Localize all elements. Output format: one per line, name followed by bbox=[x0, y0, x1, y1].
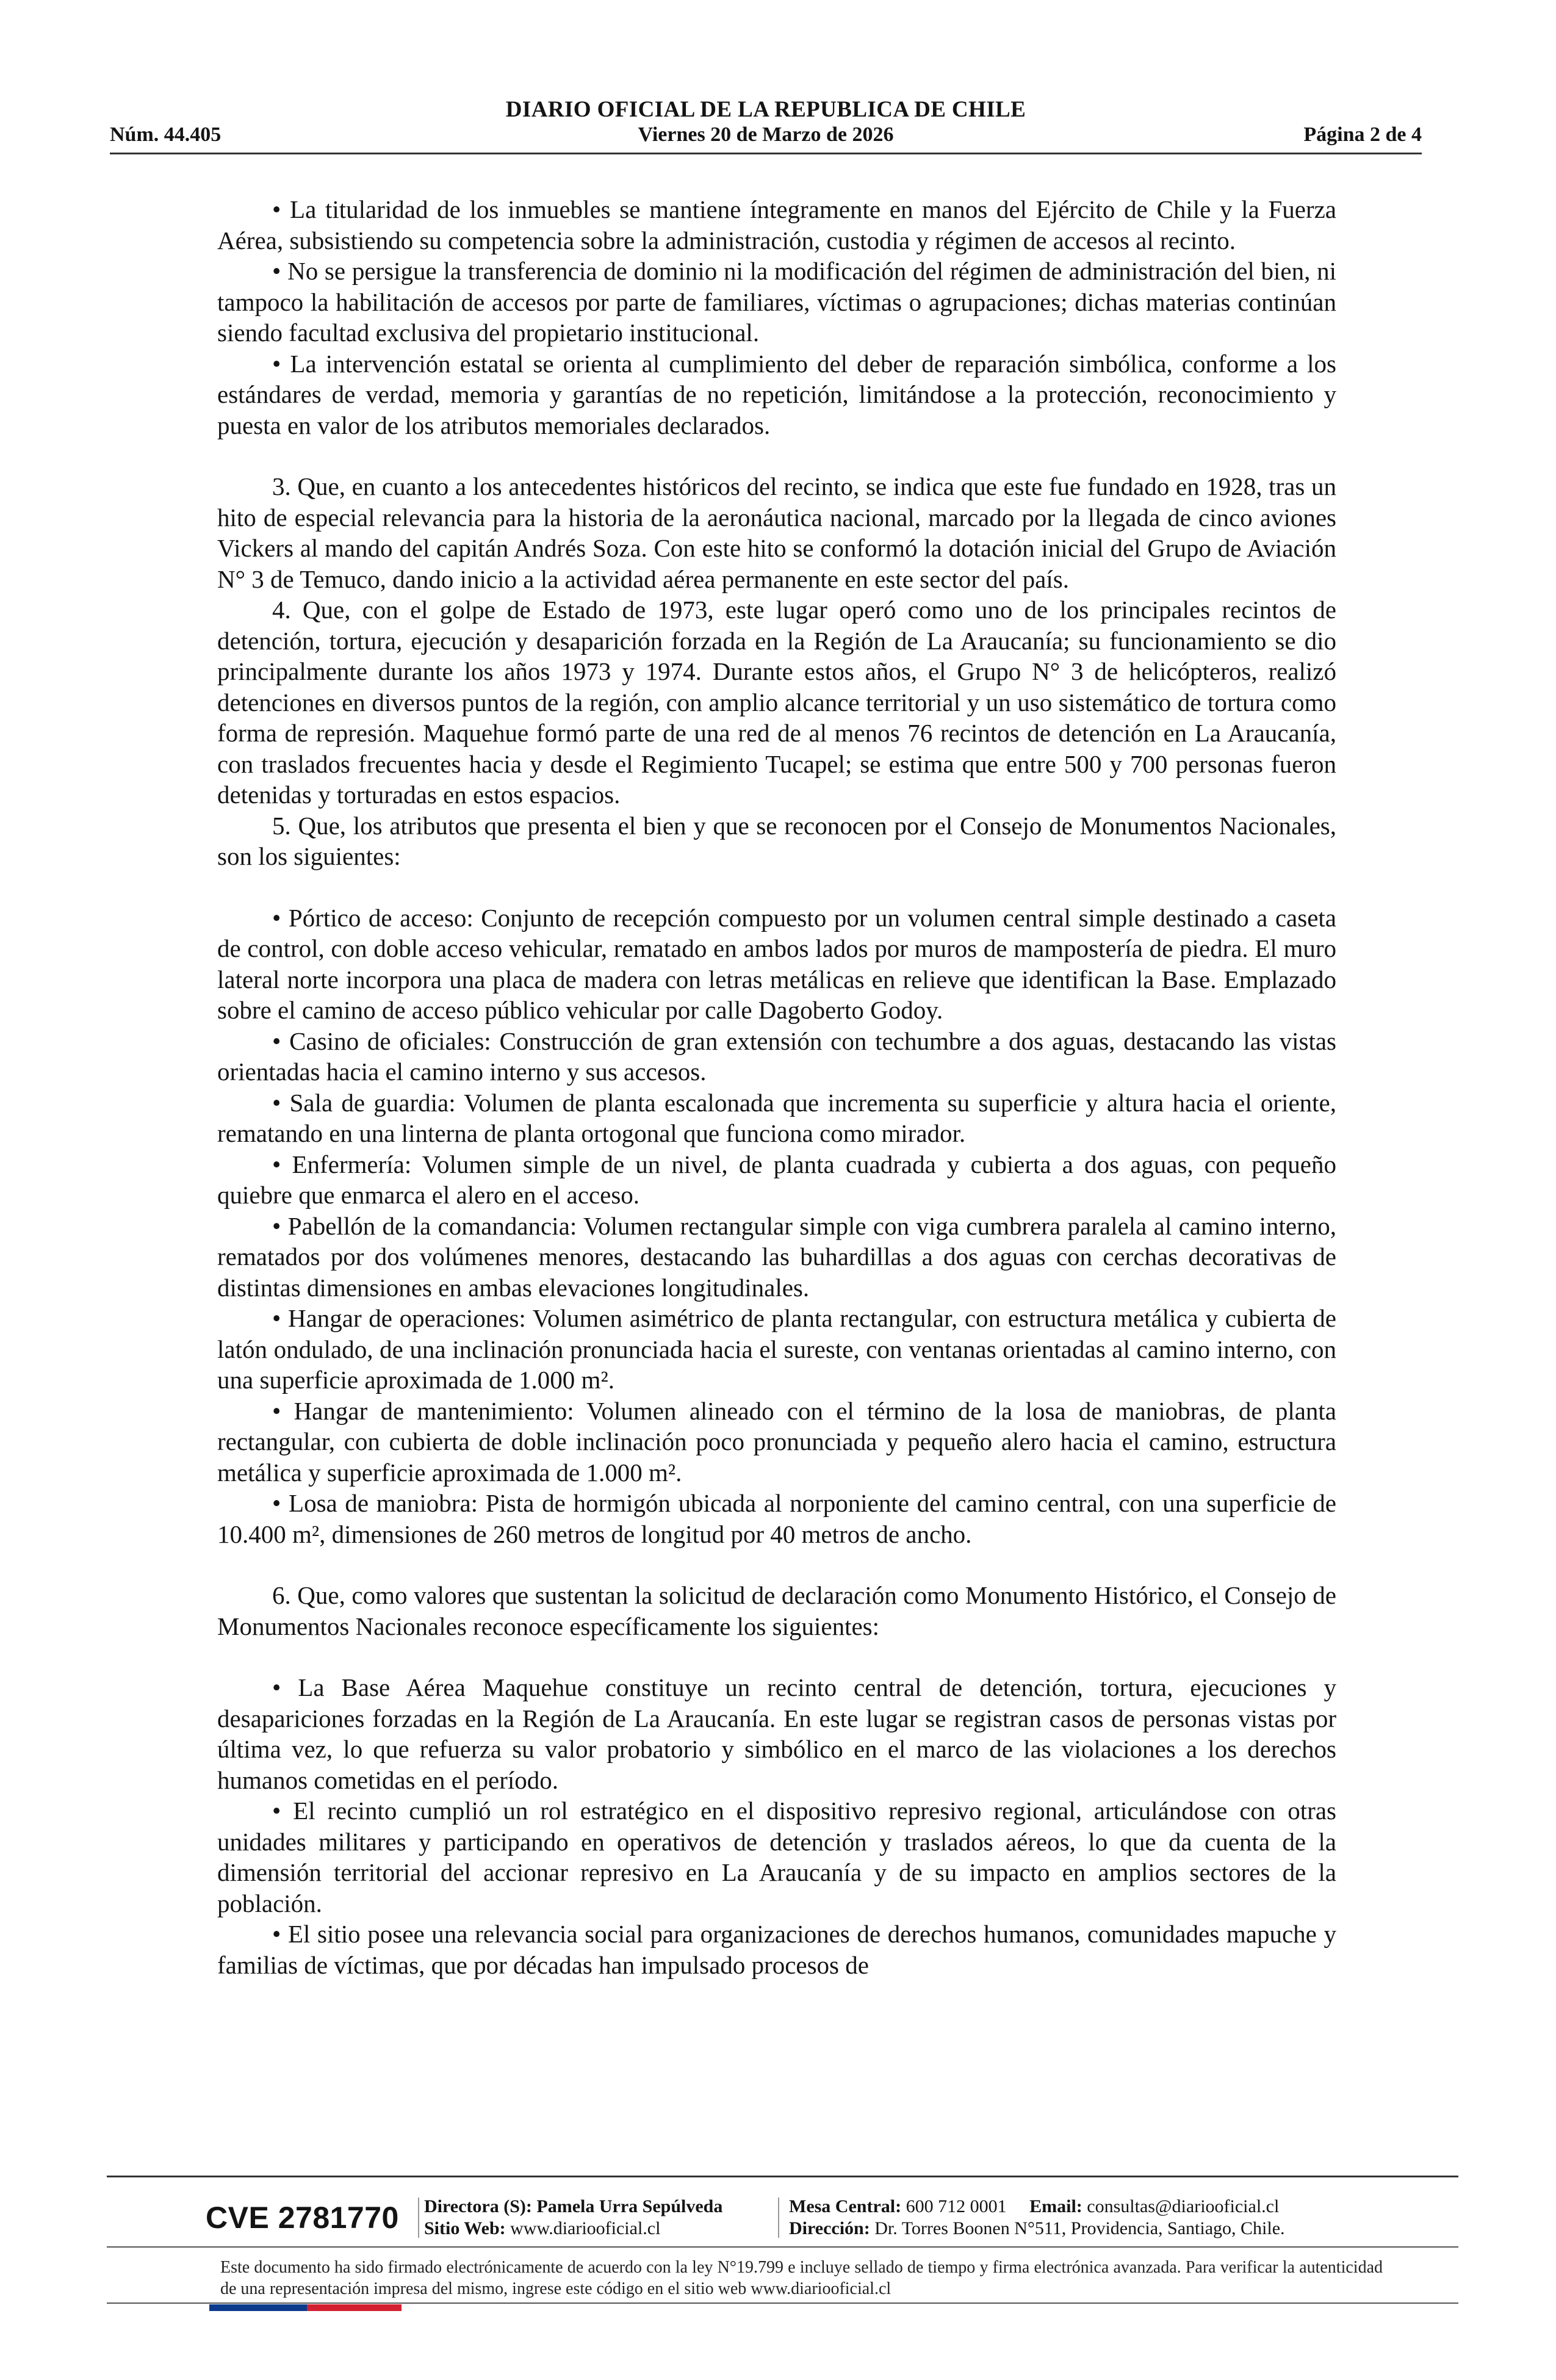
footer-bottom-rule bbox=[107, 2302, 1458, 2304]
address-value: Dr. Torres Boonen N°511, Providencia, Santiago, Chile. bbox=[874, 2218, 1285, 2238]
paragraph-gap bbox=[217, 872, 1336, 903]
page-footer bbox=[107, 2176, 1458, 2346]
bullet-paragraph: • Hangar de mantenimiento: Volumen alineado con el término de la losa de maniobras, de planta rectangular, con cubierta de doble inclinación poco pronunciada y pequeño alero hacia el camino, estructura metálica y superficie aproximada de 1.000 m². bbox=[217, 1396, 1336, 1487]
web-label: Sitio Web: bbox=[424, 2218, 506, 2238]
bullet-paragraph: • Enfermería: Volumen simple de un nivel, de planta cuadrada y cubierta a dos aguas, con pequeño quiebre que enmarca el alero en el acceso. bbox=[217, 1150, 1336, 1209]
header-divider bbox=[110, 153, 1422, 154]
mesa-phone: 600 712 0001 bbox=[906, 2196, 1007, 2216]
footer-divider bbox=[778, 2198, 779, 2238]
bullet-paragraph: • La Base Aérea Maquehue constituye un recinto central de detención, tortura, ejecuciones y desapariciones forzadas en la Región de La Araucanía. En este lugar se registran casos de personas vistas por última vez, lo que refuerza su valor probatorio y simbólico en el marco de las violaciones a los derechos humanos cometidas en el período. bbox=[217, 1673, 1336, 1794]
director-name: Pamela Urra Sepúlveda bbox=[536, 2196, 723, 2216]
footer-director-block bbox=[424, 2196, 722, 2240]
flag-blue-stripe bbox=[209, 2304, 307, 2311]
chile-flag-bar bbox=[209, 2304, 402, 2311]
footer-divider bbox=[418, 2198, 419, 2238]
page-header bbox=[110, 92, 1422, 159]
publication-title: DIARIO OFICIAL DE LA REPUBLICA DE CHILE bbox=[505, 97, 1026, 122]
cve-code: CVE 2781770 bbox=[206, 2201, 399, 2235]
paragraph-gap bbox=[217, 441, 1336, 471]
bullet-paragraph: • Pabellón de la comandancia: Volumen rectangular simple con viga cumbrera paralela al camino interno, rematados por dos volúmenes menores, destacando las buhardillas a dos aguas con cerchas decorativas de distintas dimensiones en ambas elevaciones longitudinales. bbox=[217, 1211, 1336, 1302]
issue-number: Núm. 44.405 bbox=[110, 123, 222, 146]
address-label: Dirección: bbox=[789, 2218, 870, 2238]
numbered-paragraph: 5. Que, los atributos que presenta el bien y que se reconocen por el Consejo de Monumentos Nacionales, son los siguientes: bbox=[217, 811, 1336, 870]
footer-contact-block bbox=[789, 2196, 1285, 2240]
bullet-paragraph: • El recinto cumplió un rol estratégico en el dispositivo represivo regional, articulándose con otras unidades militares y participando en operativos de detención y traslados aéreos, lo que da cuenta de la dimensión territorial del accionar represivo en La Araucanía y de su impacto en amplios sectores de la población. bbox=[217, 1797, 1336, 1917]
signature-note: Este documento ha sido firmado electrónicamente de acuerdo con la ley N°19.799 e incluye sellado de tiempo y firma electrónica avanzada. Para verificar la autenticidad de una representación impresa del mismo, ingrese este código en el sitio web www.diariooficial.cl bbox=[220, 2258, 1383, 2298]
bullet-paragraph: • Pórtico de acceso: Conjunto de recepción compuesto por un volumen central simple destinado a caseta de control, con doble acceso vehicular, rematado en ambos lados por muros de mampostería de piedra. El muro lateral norte incorpora una placa de madera con letras metálicas en relieve que identifican la Base. Emplazado sobre el camino de acceso público vehicular por calle Dagoberto Godoy. bbox=[217, 903, 1336, 1024]
paragraph-gap bbox=[217, 1549, 1336, 1580]
page-number: Página 2 de 4 bbox=[1303, 123, 1422, 146]
web-link[interactable]: www.diariooficial.cl bbox=[510, 2218, 661, 2238]
flag-red-stripe bbox=[307, 2304, 402, 2311]
footer-mid-rule bbox=[107, 2246, 1458, 2248]
bullet-paragraph: • La intervención estatal se orienta al cumplimiento del deber de reparación simbólica, conforme a los estándares de verdad, memoria y garantías de no repetición, limitándose a la protección, reconocimiento y puesta en valor de los atributos memoriales declarados. bbox=[217, 349, 1336, 439]
bullet-paragraph: • Losa de maniobra: Pista de hormigón ubicada al norponiente del camino central, con una superficie de 10.400 m², dimensiones de 260 metros de longitud por 40 metros de ancho. bbox=[217, 1489, 1336, 1548]
bullet-paragraph: • Hangar de operaciones: Volumen asimétrico de planta rectangular, con estructura metálica y cubierta de latón ondulado, de una inclinación pronunciada hacia el sureste, con ventanas orientadas al camino interno, con una superficie aproximada de 1.000 m². bbox=[217, 1304, 1336, 1394]
publication-date: Viernes 20 de Marzo de 2026 bbox=[638, 123, 894, 146]
bullet-paragraph: • La titularidad de los inmuebles se mantiene íntegramente en manos del Ejército de Chile y la Fuerza Aérea, subsistiendo su competencia sobre la administración, custodia y régimen de accesos al recinto. bbox=[217, 195, 1336, 254]
bullet-paragraph: • El sitio posee una relevancia social para organizaciones de derechos humanos, comunidades mapuche y familias de víctimas, que por décadas han impulsado procesos de bbox=[217, 1920, 1336, 1979]
email-label: Email: bbox=[1029, 2196, 1082, 2216]
numbered-paragraph: 4. Que, con el golpe de Estado de 1973, este lugar operó como uno de los principales recintos de detención, tortura, ejecución y desaparición forzada en la Región de La Araucanía; su funcionamiento se dio principalmente durante los años 1973 y 1974. Durante estos años, el Grupo N° 3 de helicópteros, realizó detenciones en diversos puntos de la región, con amplio alcance territorial y un uso sistemático de tortura como forma de represión. Maquehue formó parte de una red de al menos 76 recintos de detención en La Araucanía, con traslados frecuentes hacia y desde el Regimiento Tucapel; se estima que entre 500 y 700 personas fueron detenidas y torturadas en estos espacios. bbox=[217, 596, 1336, 809]
director-label: Directora (S): bbox=[424, 2196, 532, 2216]
bullet-paragraph: • No se persigue la transferencia de dominio ni la modificación del régimen de administración del bien, ni tampoco la habilitación de accesos por parte de familiares, víctimas o agrupaciones; dichas materias continúan siendo facultad exclusiva del propietario institucional. bbox=[217, 257, 1336, 347]
email-link[interactable]: consultas@diariooficial.cl bbox=[1087, 2196, 1280, 2216]
document-body bbox=[217, 194, 1336, 1980]
footer-top-rule bbox=[107, 2176, 1458, 2177]
bullet-paragraph: • Casino de oficiales: Construcción de gran extensión con techumbre a dos aguas, destacando las vistas orientadas hacia el camino interno y sus accesos. bbox=[217, 1026, 1336, 1086]
paragraph-gap bbox=[217, 1642, 1336, 1672]
mesa-label: Mesa Central: bbox=[789, 2196, 902, 2216]
numbered-paragraph: 6. Que, como valores que sustentan la solicitud de declaración como Monumento Histórico, el Consejo de Monumentos Nacionales reconoce específicamente los siguientes: bbox=[217, 1581, 1336, 1640]
bullet-paragraph: • Sala de guardia: Volumen de planta escalonada que incrementa su superficie y altura hacia el oriente, rematando en una linterna de planta ortogonal que funciona como mirador. bbox=[217, 1088, 1336, 1147]
numbered-paragraph: 3. Que, en cuanto a los antecedentes históricos del recinto, se indica que este fue fundado en 1928, tras un hito de especial relevancia para la historia de la aeronáutica nacional, marcado por la llegada de cinco aviones Vickers al mando del capitán Andrés Soza. Con este hito se conformó la dotación inicial del Grupo de Aviación N° 3 de Temuco, dando inicio a la actividad aérea permanente en este sector del país. bbox=[217, 472, 1336, 593]
